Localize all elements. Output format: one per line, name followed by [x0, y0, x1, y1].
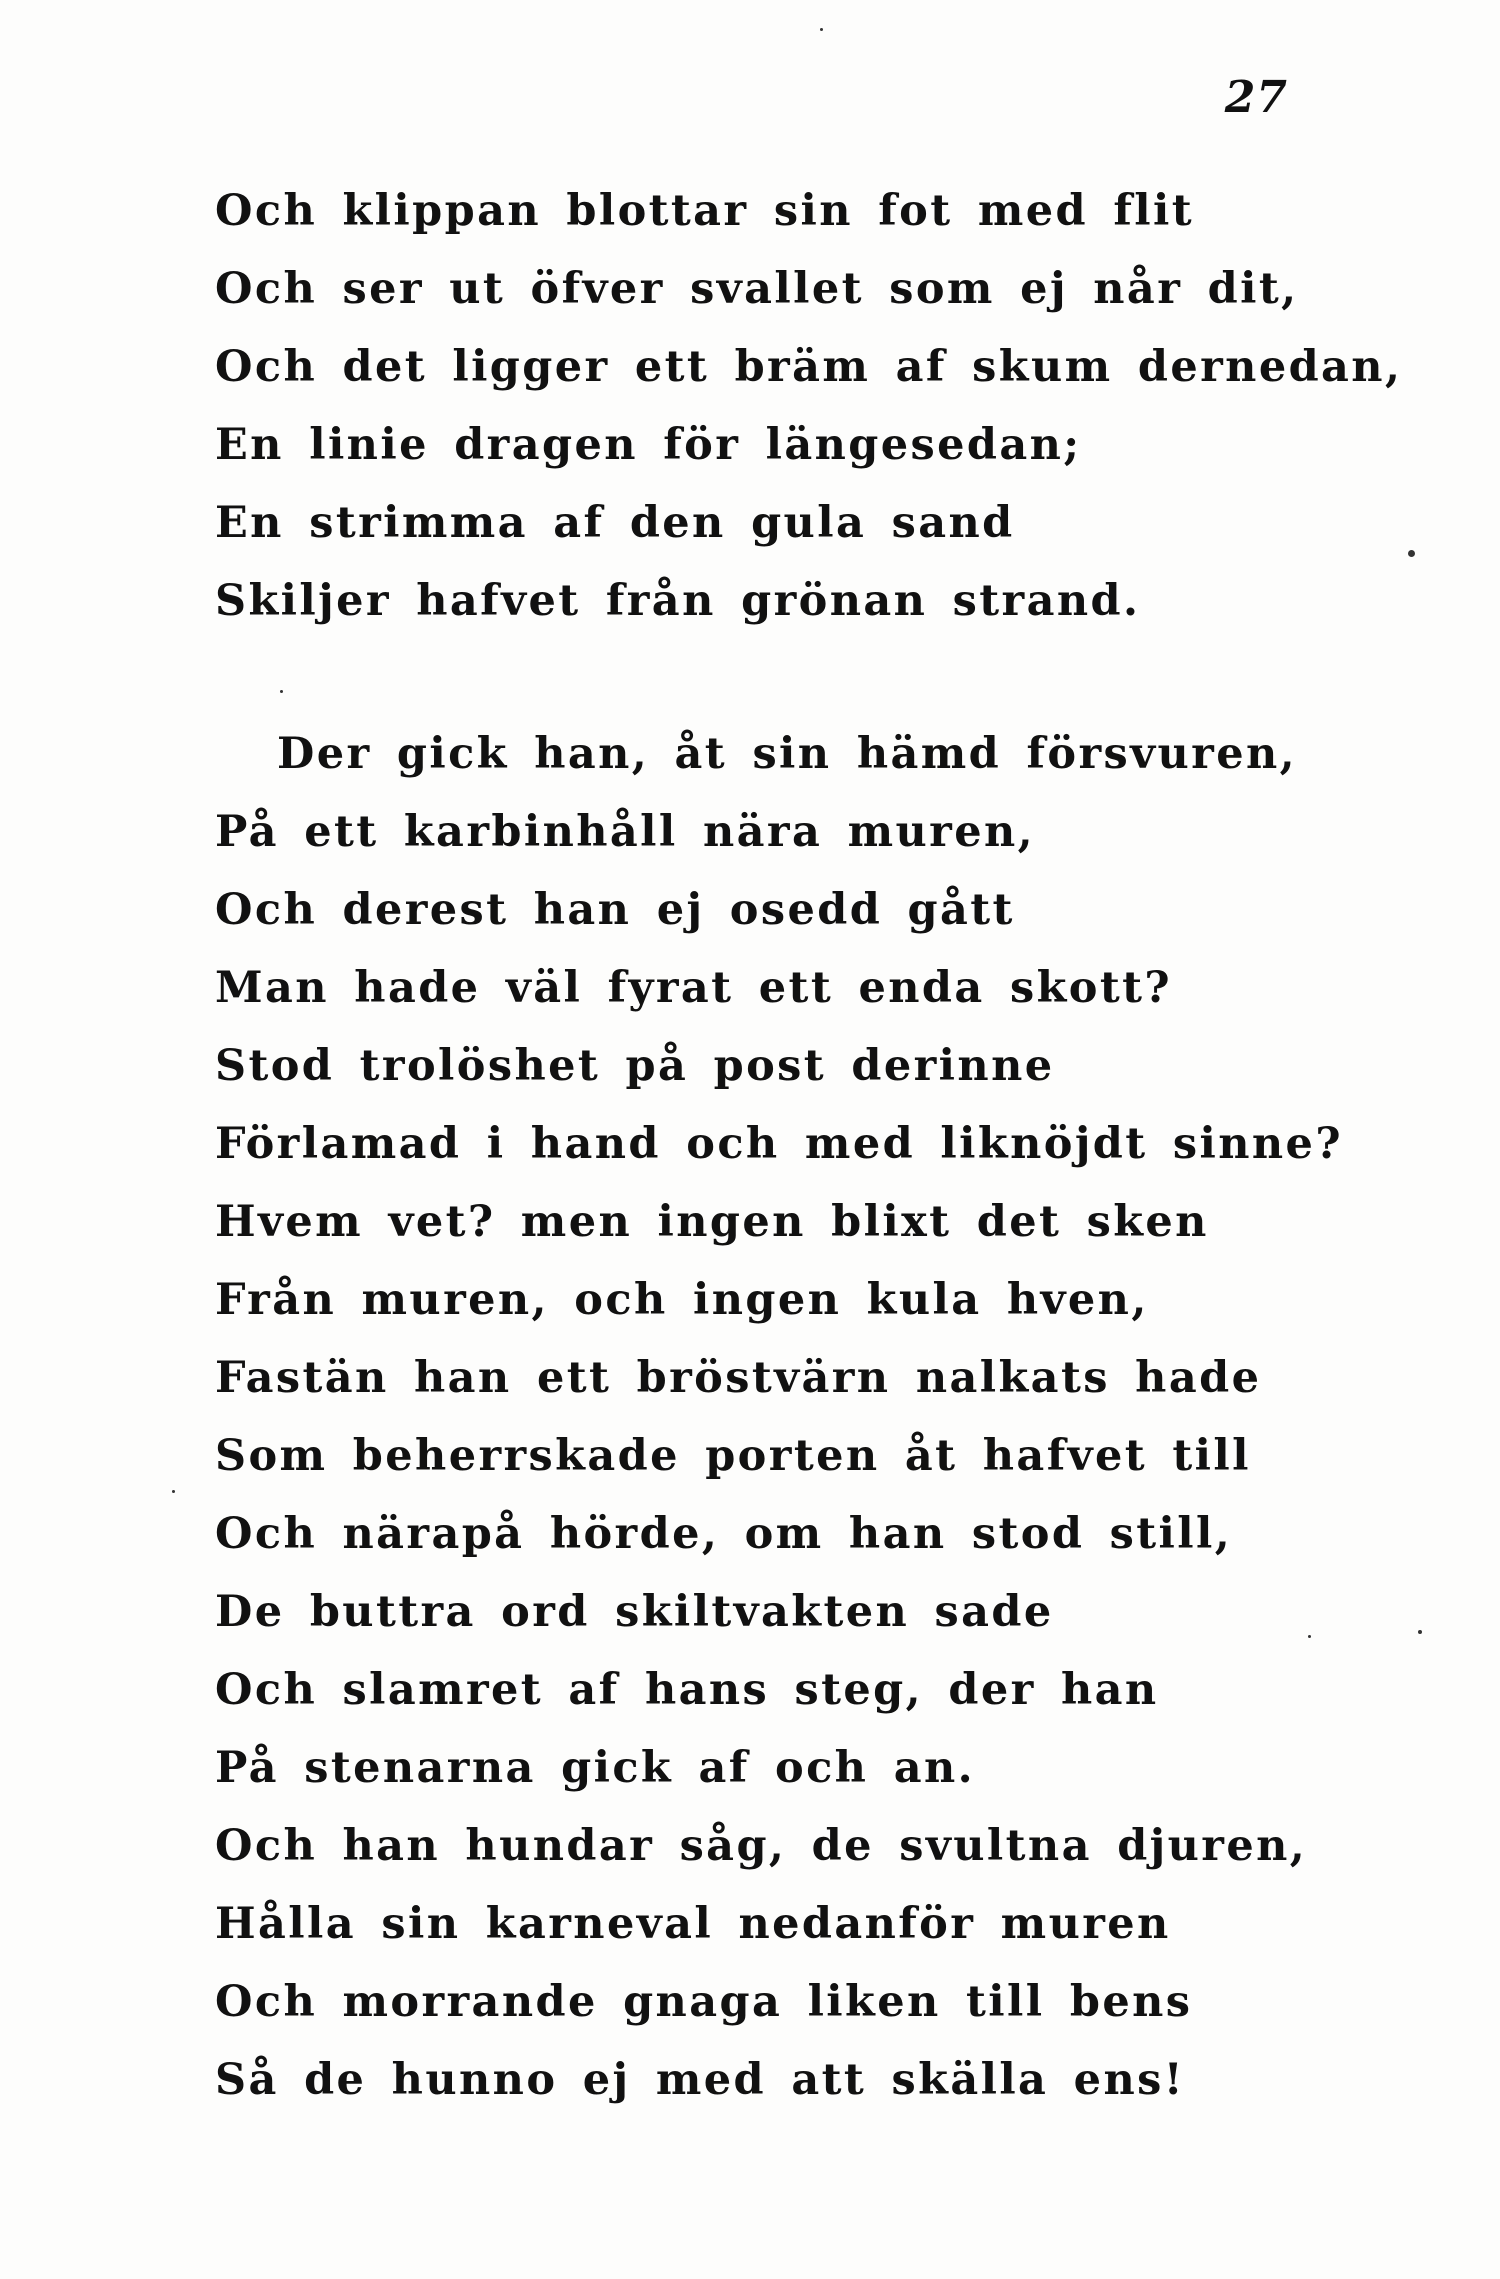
print-speck: [1408, 550, 1415, 557]
poem-line: Och klippan blottar sin fot med flit: [215, 186, 1194, 236]
poem-line: Hvem vet? men ingen blixt det sken: [215, 1197, 1209, 1247]
stanza-1: [215, 172, 1402, 640]
poem-line: På ett karbinhåll nära muren,: [215, 807, 1036, 857]
stanza-2: [215, 715, 1343, 2119]
poem-line: En linie dragen för längesedan;: [215, 420, 1082, 470]
poem-line: Man hade väl fyrat ett enda skott?: [215, 963, 1172, 1013]
poem-line: Och ser ut öfver svallet som ej når dit,: [215, 264, 1299, 314]
poem-line: Och han hundar såg, de svultna djuren,: [215, 1821, 1308, 1871]
poem-line: Hålla sin karneval nedanför muren: [215, 1899, 1171, 1949]
poem-line: Förlamad i hand och med liknöjdt sinne?: [215, 1119, 1343, 1169]
poem-line: Fastän han ett bröstvärn nalkats hade: [215, 1353, 1262, 1403]
print-speck: [280, 690, 283, 693]
print-speck: [820, 28, 823, 31]
poem-line: Från muren, och ingen kula hven,: [215, 1275, 1149, 1325]
poem-line: Der gick han, åt sin hämd försvuren,: [277, 729, 1298, 779]
page-number: 27: [1224, 72, 1288, 123]
poem-line: En strimma af den gula sand: [215, 498, 1015, 548]
poem-line: Och morrande gnaga liken till bens: [215, 1977, 1193, 2027]
poem-line: Skiljer hafvet från grönan strand.: [215, 576, 1141, 626]
print-speck: [1418, 1630, 1422, 1634]
print-speck: [172, 1490, 175, 1493]
poem-line: Och derest han ej osedd gått: [215, 885, 1015, 935]
poem-line: Så de hunno ej med att skälla ens!: [215, 2055, 1185, 2105]
poem-line: På stenarna gick af och an.: [215, 1743, 975, 1793]
poem-line: Som beherrskade porten åt hafvet till: [215, 1431, 1251, 1481]
poem-line: De buttra ord skiltvakten sade: [215, 1587, 1054, 1637]
poem-line: Och det ligger ett bräm af skum dernedan,: [215, 342, 1403, 392]
poem-line: Och slamret af hans steg, der han: [215, 1665, 1159, 1715]
print-speck: [1308, 1635, 1311, 1638]
poem-line: Och närapå hörde, om han stod still,: [215, 1509, 1233, 1559]
poem-line: Stod trolöshet på post derinne: [215, 1041, 1055, 1091]
